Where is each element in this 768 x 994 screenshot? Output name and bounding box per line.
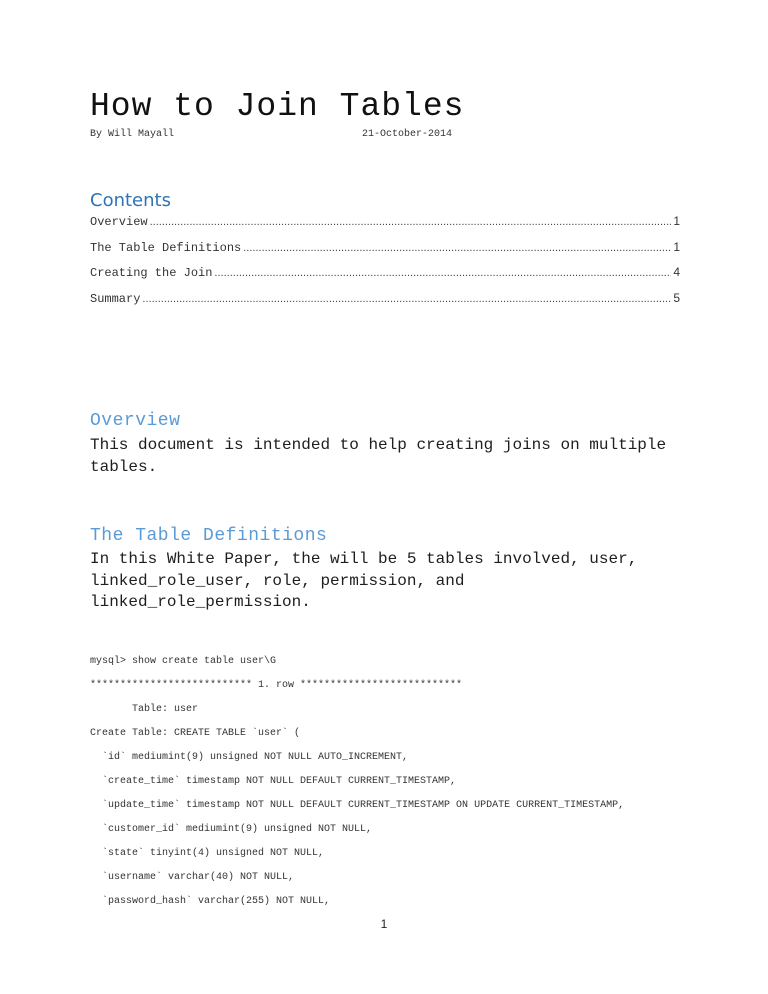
code-line: `username` varchar(40) NOT NULL, (90, 872, 295, 883)
table-definitions-text: In this White Paper, the will be 5 tables involved, user, linked_role_user, role, permission, and linked_role_permission. (90, 550, 638, 611)
code-line: `create_time` timestamp NOT NULL DEFAULT CURRENT_TIMESTAMP, (90, 776, 457, 787)
document-author: By Will Mayall (90, 129, 175, 140)
document-date: 21-October-2014 (362, 129, 453, 140)
toc-leader-dots (214, 266, 671, 280)
code-line: `state` tinyint(4) unsigned NOT NULL, (90, 848, 325, 859)
code-line: `update_time` timestamp NOT NULL DEFAULT CURRENT_TIMESTAMP ON UPDATE CURRENT_TIMESTAMP, (90, 800, 625, 811)
toc-entry-label: The Table Definitions (90, 240, 242, 255)
toc-leader-dots (243, 241, 671, 255)
toc-entry-label: Summary (90, 291, 141, 306)
overview-text: This document is intended to help creating joins on multiple tables. (90, 436, 667, 476)
toc-entry-label: Overview (90, 215, 148, 229)
toc-entry-page: 1 (673, 239, 680, 254)
toc-entry-table-definitions[interactable] (90, 240, 680, 266)
page-number: 1 (380, 917, 388, 931)
code-line: `password_hash` varchar(255) NOT NULL, (90, 896, 331, 907)
toc-entry-label: Creating the Join (90, 266, 213, 280)
overview-heading: Overview (90, 411, 181, 431)
toc-entry-overview[interactable] (90, 214, 680, 240)
toc-entry-page: 5 (673, 290, 680, 305)
code-line: `customer_id` mediumint(9) unsigned NOT NULL, (90, 824, 373, 835)
table-definitions-heading: The Table Definitions (90, 526, 328, 546)
code-line: `id` mediumint(9) unsigned NOT NULL AUTO_INCREMENT, (90, 752, 409, 763)
toc-entry-summary[interactable] (90, 291, 680, 317)
toc-entry-page: 4 (673, 265, 680, 279)
code-line: Table: user (90, 704, 199, 715)
table-of-contents (90, 214, 680, 316)
toc-leader-dots (142, 292, 671, 306)
code-line: Create Table: CREATE TABLE `user` ( (90, 728, 301, 739)
toc-leader-dots (150, 215, 672, 229)
contents-heading: Contents (90, 190, 171, 211)
code-block (90, 655, 730, 919)
code-line: *************************** 1. row *************************** (90, 680, 463, 691)
toc-entry-page: 1 (673, 214, 680, 228)
toc-entry-creating-the-join[interactable] (90, 265, 680, 291)
document-title: How to Join Tables (90, 88, 465, 125)
code-line: mysql> show create table user\G (90, 656, 277, 667)
